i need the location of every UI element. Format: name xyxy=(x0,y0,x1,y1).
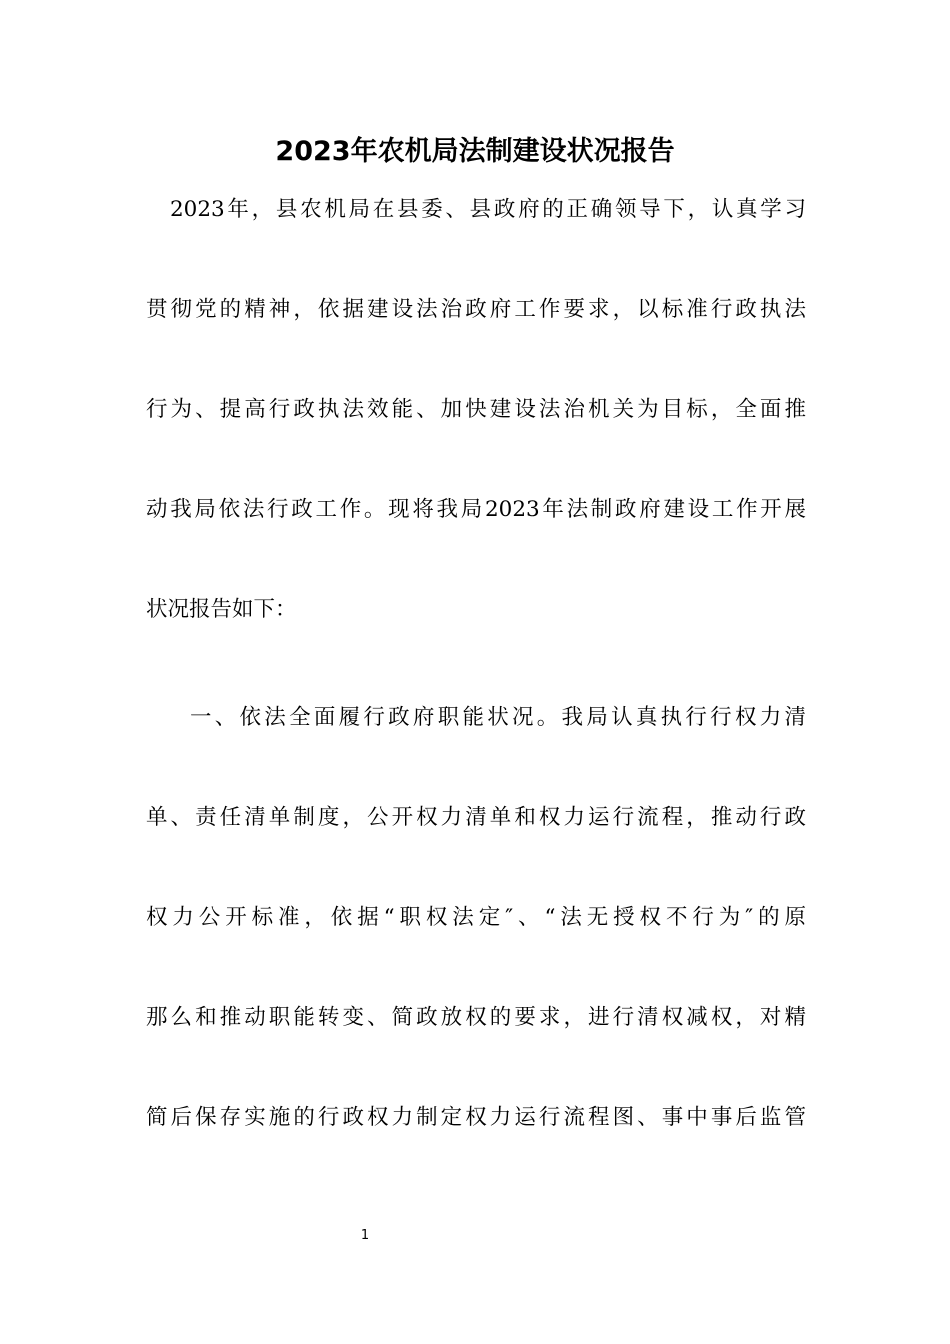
paragraph-line: 贯彻党的精神，依据建设法治政府工作要求，以标准行政执法 xyxy=(146,297,806,322)
paragraph-line: 动我局依法行政工作。现将我局2023年法制政府建设工作开展 xyxy=(146,497,806,522)
document-title: 2023年农机局法制建设状况报告 xyxy=(275,136,675,167)
paragraph-line: 行为、提高行政执法效能、加快建设法治机关为目标，全面推 xyxy=(146,397,806,422)
paragraph-line: 简后保存实施的行政权力制定权力运行流程图、事中事后监管 xyxy=(146,1105,806,1130)
paragraph-line: 状况报告如下： xyxy=(146,597,297,622)
page-number: 1 xyxy=(360,1228,370,1243)
paragraph-line: 权力公开标准，依据“职权法定″、“法无授权不行为″的原 xyxy=(146,905,806,930)
paragraph-line: 2023年，县农机局在县委、县政府的正确领导下，认真学习 xyxy=(170,197,806,222)
paragraph-line: 那么和推动职能转变、简政放权的要求，进行清权减权，对精 xyxy=(146,1005,806,1030)
paragraph-line: 单、责任清单制度，公开权力清单和权力运行流程，推动行政 xyxy=(146,805,806,830)
paragraph-line: 一、依法全面履行政府职能状况。我局认真执行行权力清 xyxy=(190,705,806,730)
